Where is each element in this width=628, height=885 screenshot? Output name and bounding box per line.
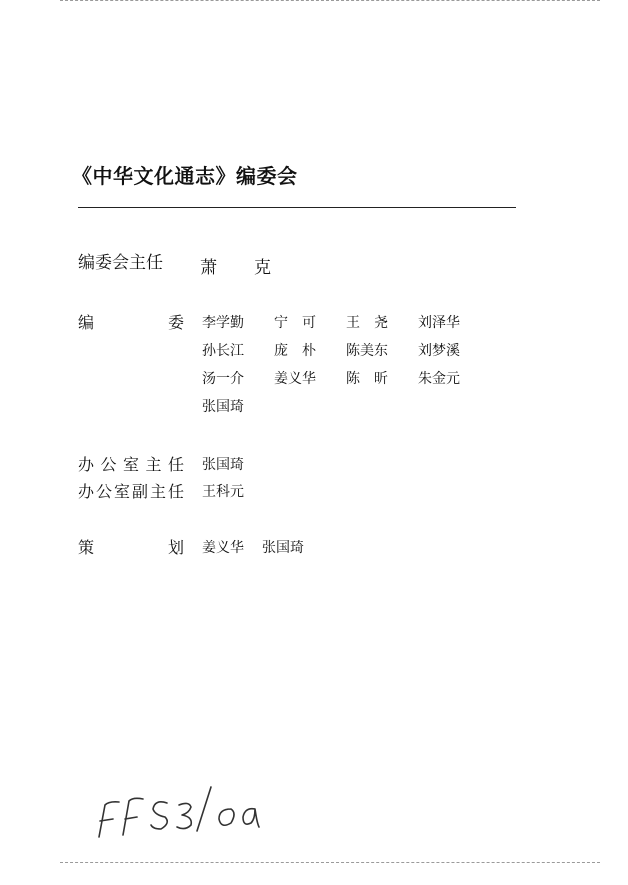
editor-name: 张国琦 — [202, 399, 244, 415]
chair-name: 萧 克 — [200, 258, 281, 278]
handwritten-note — [85, 775, 260, 845]
editor-name: 宁 可 — [274, 315, 316, 331]
editor-name: 朱金元 — [418, 371, 460, 387]
editor-name: 王 尧 — [346, 315, 388, 331]
planner-name: 张国琦 — [262, 540, 304, 556]
office-director-name: 张国琦 — [202, 457, 244, 473]
editor-name: 陈 昕 — [346, 371, 388, 387]
editor-name: 姜义华 — [274, 371, 316, 387]
editors-list — [202, 313, 502, 417]
editor-name: 庞 朴 — [274, 343, 316, 359]
editor-name: 陈美东 — [346, 343, 388, 359]
office-deputy-name: 王科元 — [202, 484, 244, 500]
scan-edge-top — [60, 0, 600, 1]
planning-names — [202, 538, 304, 558]
editor-name: 刘泽华 — [418, 315, 460, 331]
planner-name: 姜义华 — [202, 540, 244, 556]
chair-label: 编委会主任 — [78, 253, 163, 273]
page-title: 《中华文化通志》编委会 — [72, 164, 298, 188]
office-deputy-label: 办公室副主任 — [78, 482, 184, 501]
scan-edge-bottom — [60, 862, 600, 863]
planning-label: 策 划 — [78, 538, 184, 557]
office-director-label: 办公室主任 — [78, 455, 184, 474]
editor-name: 孙长江 — [202, 343, 244, 359]
editor-name: 刘梦溪 — [418, 343, 460, 359]
editor-name: 汤一介 — [202, 371, 244, 387]
title-divider — [78, 207, 516, 208]
editor-name: 李学勤 — [202, 315, 244, 331]
editors-label: 编 委 — [78, 313, 184, 332]
